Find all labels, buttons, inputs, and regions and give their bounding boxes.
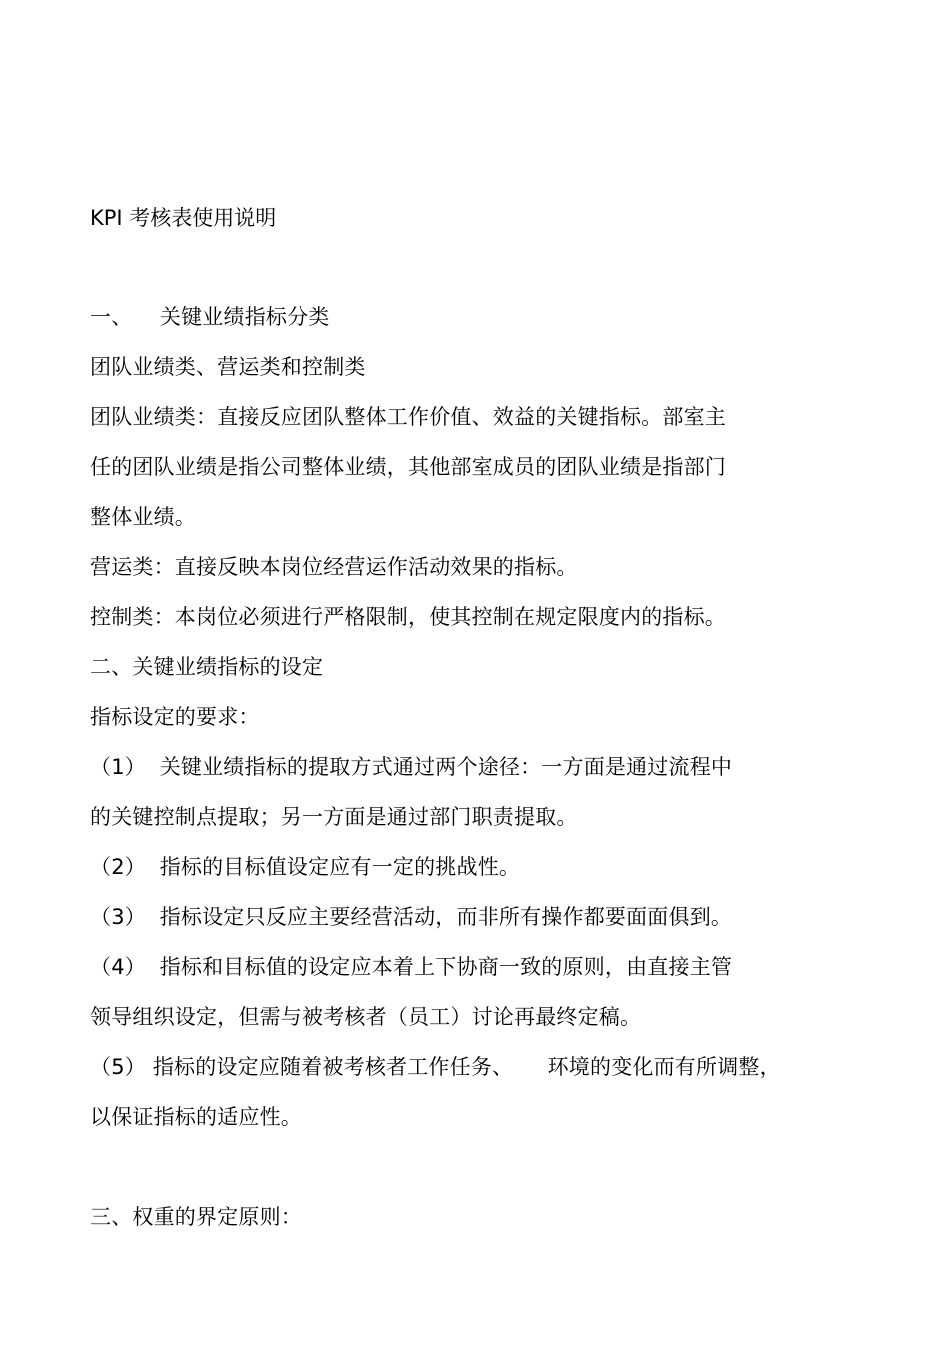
document-title: KPI 考核表使用说明 <box>90 206 277 230</box>
section-heading-2: 二、关键业绩指标的设定 <box>90 655 324 679</box>
list-item: （3） 指标设定只反应主要经营活动，而非所有操作都要面面俱到。 <box>90 905 733 929</box>
paragraph-line: 营运类：直接反映本岗位经营运作活动效果的指标。 <box>90 555 578 579</box>
list-item-continuation: 以保证指标的适应性。 <box>90 1105 302 1129</box>
list-item: （2） 指标的目标值设定应有一定的挑战性。 <box>90 855 521 879</box>
list-item: （5） 指标的设定应随着被考核者工作任务、 环境的变化而有所调整， <box>90 1055 781 1079</box>
list-item: （1） 关键业绩指标的提取方式通过两个途径：一方面是通过流程中 <box>90 755 733 779</box>
list-item-continuation: 领导组织设定，但需与被考核者（员工）讨论再最终定稿。 <box>90 1005 642 1029</box>
paragraph-line: 团队业绩类：直接反应团队整体工作价值、效益的关键指标。部室主 <box>90 405 726 429</box>
list-item: （4） 指标和目标值的设定应本着上下协商一致的原则，由直接主管 <box>90 955 733 979</box>
paragraph-line: 任的团队业绩是指公司整体业绩，其他部室成员的团队业绩是指部门 <box>90 455 726 479</box>
paragraph-line: 指标设定的要求： <box>90 705 260 729</box>
paragraph-line: 团队业绩类、营运类和控制类 <box>90 355 366 379</box>
list-item-continuation: 的关键控制点提取；另一方面是通过部门职责提取。 <box>90 805 578 829</box>
paragraph-line: 整体业绩。 <box>90 505 196 529</box>
section-heading-1: 一、 关键业绩指标分类 <box>90 305 330 329</box>
section-heading-3: 三、权重的界定原则： <box>90 1205 302 1229</box>
paragraph-line: 控制类：本岗位必须进行严格限制，使其控制在规定限度内的指标。 <box>90 605 726 629</box>
